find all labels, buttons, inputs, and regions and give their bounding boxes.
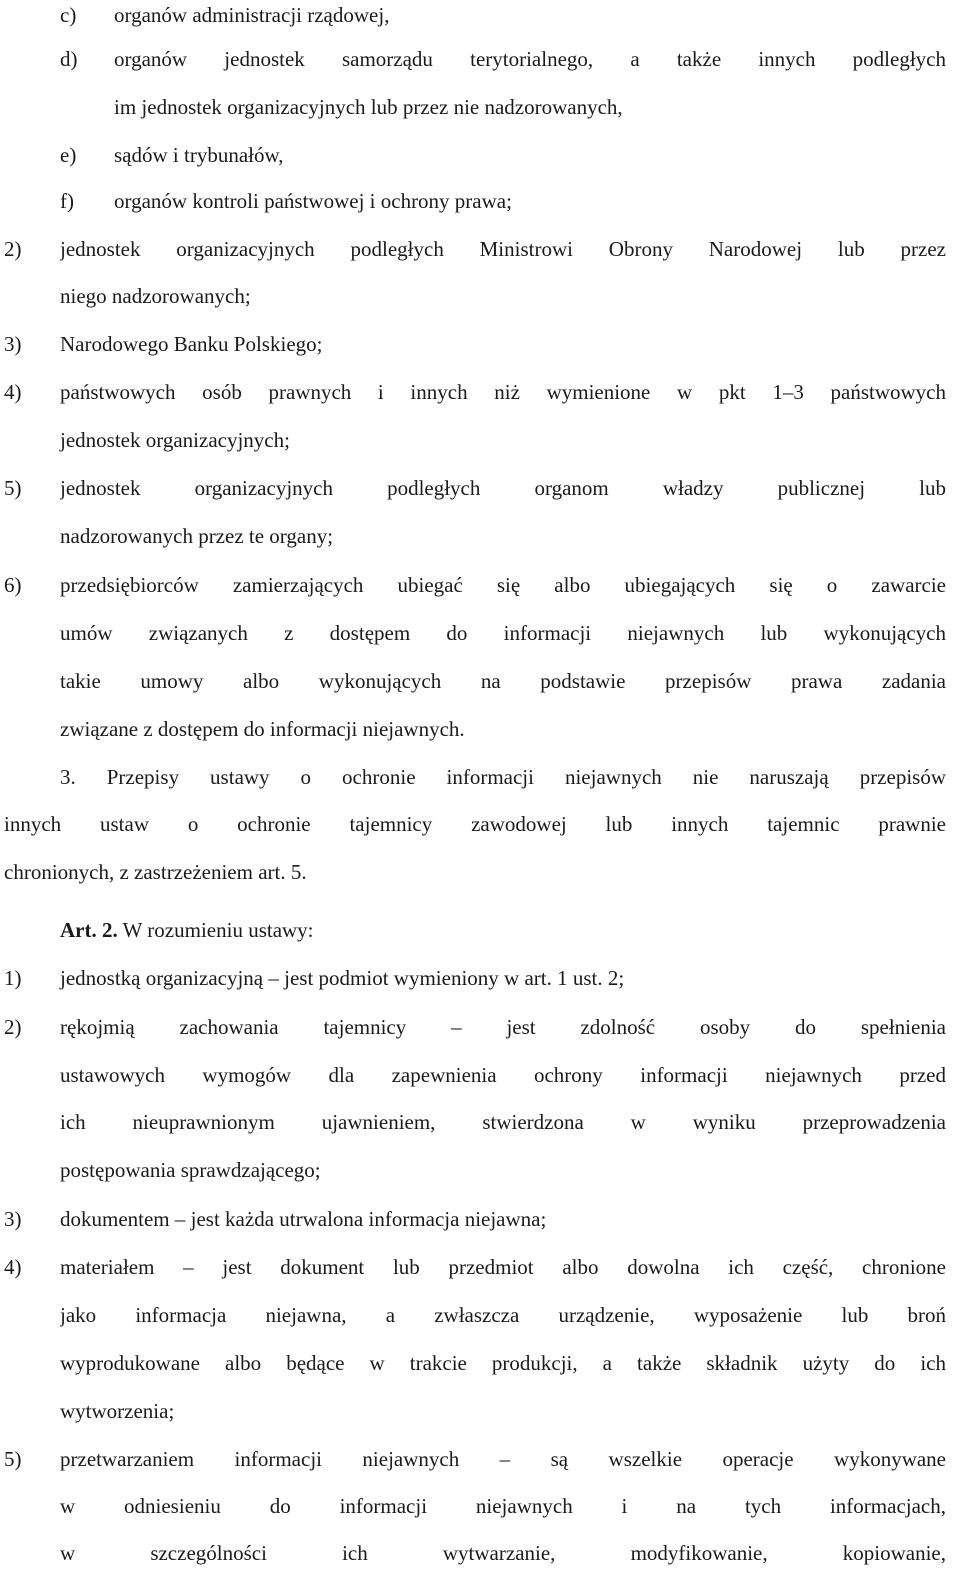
item-4-line-1: państwowych osób prawnych i innych niż wymienione w pkt 1–3 państwowych bbox=[60, 380, 946, 404]
item-5-line-1: jednostek organizacyjnych podległych organom władzy publicznej lub bbox=[60, 476, 946, 500]
list-item-d-line-2: im jednostek organizacyjnych lub przez nie nadzorowanych, bbox=[114, 95, 623, 119]
list-label-d: d) bbox=[60, 47, 78, 71]
item-4-label: 4) bbox=[4, 380, 22, 404]
definition-1-label: 1) bbox=[4, 966, 22, 990]
item-6-line-1: przedsiębiorców zamierzających ubiegać się albo ubiegających się o zawarcie bbox=[60, 573, 946, 597]
article-2-intro: W rozumieniu ustawy: bbox=[122, 918, 314, 942]
definition-5-label: 5) bbox=[4, 1447, 22, 1471]
item-6-line-3: takie umowy albo wykonujących na podstawie przepisów prawa zadania bbox=[60, 669, 946, 693]
definition-4-label: 4) bbox=[4, 1255, 22, 1279]
definition-2-line-2: ustawowych wymogów dla zapewnienia ochrony informacji niejawnych przed bbox=[60, 1063, 946, 1087]
item-6-line-4: związane z dostępem do informacji niejawnych. bbox=[60, 717, 465, 741]
item-5-label: 5) bbox=[4, 476, 22, 500]
definition-3-text: dokumentem – jest każda utrwalona informacja niejawna; bbox=[60, 1207, 547, 1231]
paragraph-3-line-1: 3. Przepisy ustawy o ochronie informacji niejawnych nie naruszają przepisów bbox=[60, 765, 946, 789]
item-6-line-2: umów związanych z dostępem do informacji niejawnych lub wykonujących bbox=[60, 621, 946, 645]
list-item-f-text: organów kontroli państwowej i ochrony prawa; bbox=[114, 189, 512, 213]
definition-4-line-4: wytworzenia; bbox=[60, 1399, 175, 1423]
paragraph-3-line-2: innych ustaw o ochronie tajemnicy zawodowej lub innych tajemnic prawnie bbox=[4, 812, 946, 836]
definition-2-label: 2) bbox=[4, 1015, 22, 1039]
definition-5-line-1: przetwarzaniem informacji niejawnych – są wszelkie operacje wykonywane bbox=[60, 1447, 946, 1471]
definition-4-line-3: wyprodukowane albo będące w trakcie produkcji, a także składnik użyty do ich bbox=[60, 1351, 946, 1375]
definition-3-label: 3) bbox=[4, 1207, 22, 1231]
list-label-c: c) bbox=[60, 3, 77, 27]
item-3-label: 3) bbox=[4, 332, 22, 356]
definition-4-line-1: materiałem – jest dokument lub przedmiot albo dowolna ich część, chronione bbox=[60, 1255, 946, 1279]
item-3-text: Narodowego Banku Polskiego; bbox=[60, 332, 323, 356]
definition-5-line-3: w szczególności ich wytwarzanie, modyfikowanie, kopiowanie, bbox=[60, 1541, 946, 1565]
definition-2-line-3: ich nieuprawnionym ujawnieniem, stwierdzona w wyniku przeprowadzenia bbox=[60, 1110, 946, 1134]
item-2-line-2: niego nadzorowanych; bbox=[60, 284, 251, 308]
item-5-line-2: nadzorowanych przez te organy; bbox=[60, 524, 334, 548]
definition-2-line-4: postępowania sprawdzającego; bbox=[60, 1158, 321, 1182]
item-6-label: 6) bbox=[4, 573, 22, 597]
definition-2-line-1: rękojmią zachowania tajemnicy – jest zdolność osoby do spełnienia bbox=[60, 1015, 946, 1039]
list-label-e: e) bbox=[60, 143, 77, 167]
definition-5-line-2: w odniesieniu do informacji niejawnych i na tych informacjach, bbox=[60, 1494, 946, 1518]
article-2-heading-line bbox=[60, 918, 314, 942]
list-item-e-text: sądów i trybunałów, bbox=[114, 143, 284, 167]
item-4-line-2: jednostek organizacyjnych; bbox=[60, 428, 290, 452]
paragraph-3-line-3: chronionych, z zastrzeżeniem art. 5. bbox=[4, 860, 307, 884]
list-item-d-line-1: organów jednostek samorządu terytorialnego, a także innych podległych bbox=[114, 47, 946, 71]
article-2-heading: Art. 2. bbox=[60, 918, 118, 942]
definition-1-text: jednostką organizacyjną – jest podmiot wymieniony w art. 1 ust. 2; bbox=[60, 966, 625, 990]
list-item-c-text: organów administracji rządowej, bbox=[114, 3, 390, 27]
definition-4-line-2: jako informacja niejawna, a zwłaszcza urządzenie, wyposażenie lub broń bbox=[60, 1303, 946, 1327]
item-2-line-1: jednostek organizacyjnych podległych Ministrowi Obrony Narodowej lub przez bbox=[60, 237, 946, 261]
item-2-label: 2) bbox=[4, 237, 22, 261]
list-label-f: f) bbox=[60, 189, 74, 213]
